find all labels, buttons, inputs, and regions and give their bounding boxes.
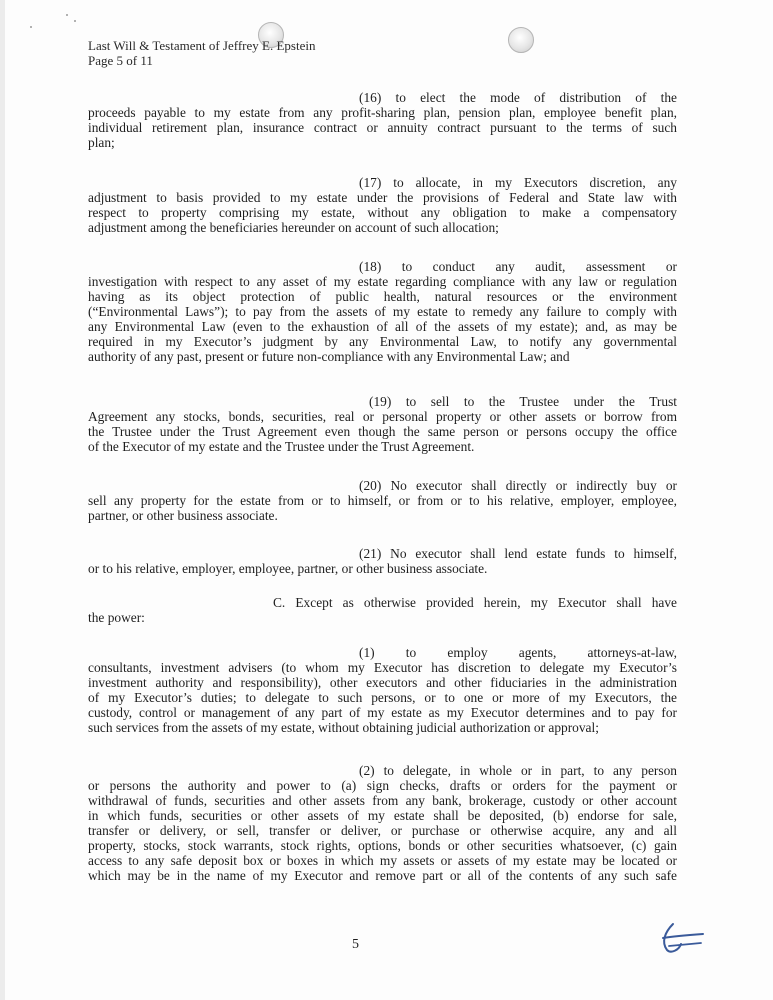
paragraph-20 <box>88 478 677 523</box>
para-line: transfer or delivery, or sell, transfer or deliver, or purchase or otherwise acquire, any and all <box>88 823 677 838</box>
scan-edge <box>0 0 5 1000</box>
para-line: having as its object protection of public health, natural resources or the environment <box>88 289 677 304</box>
para-line: investigation with respect to any asset of my estate regarding compliance with any law or regulation <box>88 274 677 289</box>
paragraph-16 <box>88 90 677 150</box>
para-line: (2) to delegate, in whole or in part, to any person <box>359 763 677 778</box>
para-line: of the Executor of my estate and the Trustee under the Trust Agreement. <box>88 439 475 454</box>
page-number: 5 <box>352 937 359 952</box>
para-line: in which funds, securities or other assets of my estate shall be deposited, (b) endorse for sale, <box>88 808 677 823</box>
para-line: adjustment to basis provided to my estate under the provisions of Federal and State law with <box>88 190 677 205</box>
para-line: or persons the authority and power to (a) sign checks, drafts or orders for the payment or <box>88 778 677 793</box>
para-line: proceeds payable to my estate from any profit-sharing plan, pension plan, employee benefit plan, <box>88 105 677 120</box>
para-line: the Trustee under the Trust Agreement even though the same person or persons occupy the office <box>88 424 677 439</box>
para-line: (19) to sell to the Trustee under the Trust <box>369 394 677 409</box>
scan-speck <box>74 20 76 22</box>
para-line: consultants, investment advisers (to whom my Executor has discretion to delegate my Executor’s <box>88 660 677 675</box>
paragraph-21 <box>88 546 677 576</box>
para-line: property, stocks, stock warrants, stock rights, options, bonds or other securities whatsoever, (c) gain <box>88 838 677 853</box>
para-line: (“Environmental Laws”); to pay from the assets of my estate to remedy any failure to comply with <box>88 304 677 319</box>
paragraph-1 <box>88 645 677 735</box>
header-page: Page 5 of 11 <box>88 53 153 68</box>
para-line: (1) to employ agents, attorneys-at-law, <box>359 645 677 660</box>
scan-speck <box>66 14 68 16</box>
scan-speck <box>30 26 32 28</box>
para-line: sell any property for the estate from or to himself, or from or to his relative, employer, employee, <box>88 493 677 508</box>
paragraph-2 <box>88 763 677 883</box>
para-line: respect to property comprising my estate, without any obligation to make a compensatory <box>88 205 677 220</box>
paragraph-17 <box>88 175 677 235</box>
para-line: required in my Executor’s judgment by any Environmental Law, to notify any governmental <box>88 334 677 349</box>
paragraph-19 <box>88 394 677 454</box>
para-line: (18) to conduct any audit, assessment or <box>359 259 677 274</box>
para-line: plan; <box>88 135 115 150</box>
para-line: C. Except as otherwise provided herein, my Executor shall have <box>273 595 677 610</box>
para-line: or to his relative, employer, employee, partner, or other business associate. <box>88 561 488 576</box>
punch-hole-right <box>508 27 534 53</box>
para-line: investment authority and responsibility), other executors and other fiduciaries in the administration <box>88 675 677 690</box>
para-line: of my Executor’s duties; to delegate to such persons, or to one or more of my Executors, the <box>88 690 677 705</box>
header-title: Last Will & Testament of Jeffrey E. Epstein <box>88 38 316 53</box>
paragraph-18 <box>88 259 677 364</box>
para-line: withdrawal of funds, securities and other assets from any bank, brokerage, custody or other account <box>88 793 677 808</box>
para-line: partner, or other business associate. <box>88 508 278 523</box>
para-line: (20) No executor shall directly or indirectly buy or <box>359 478 677 493</box>
para-line: authority of any past, present or future non-compliance with any Environmental Law; and <box>88 349 570 364</box>
para-line: (16) to elect the mode of distribution of the <box>359 90 677 105</box>
para-line: Agreement any stocks, bonds, securities, real or personal property or other assets or borrow from <box>88 409 677 424</box>
para-line: adjustment among the beneficiaries hereunder on account of such allocation; <box>88 220 499 235</box>
para-line: individual retirement plan, insurance contract or annuity contract pursuant to the terms of such <box>88 120 677 135</box>
para-line: the power: <box>88 610 145 625</box>
paragraph-c <box>88 595 677 625</box>
para-line: which may be in the name of my Executor and remove part or all of the contents of any such safe <box>88 868 677 883</box>
para-line: (21) No executor shall lend estate funds to himself, <box>359 546 677 561</box>
para-line: access to any safe deposit box or boxes in which my assets or assets of my estate may be located or <box>88 853 677 868</box>
para-line: (17) to allocate, in my Executors discretion, any <box>359 175 677 190</box>
para-line: custody, control or management of any part of my estate as my Executor determines and to pay for <box>88 705 677 720</box>
para-line: any Environmental Law (even to the exhaustion of all of the assets of my estate); and, as may be <box>88 319 677 334</box>
para-line: such services from the assets of my estate, without obtaining judicial authorization or approval; <box>88 720 599 735</box>
initials-signature <box>655 920 705 955</box>
